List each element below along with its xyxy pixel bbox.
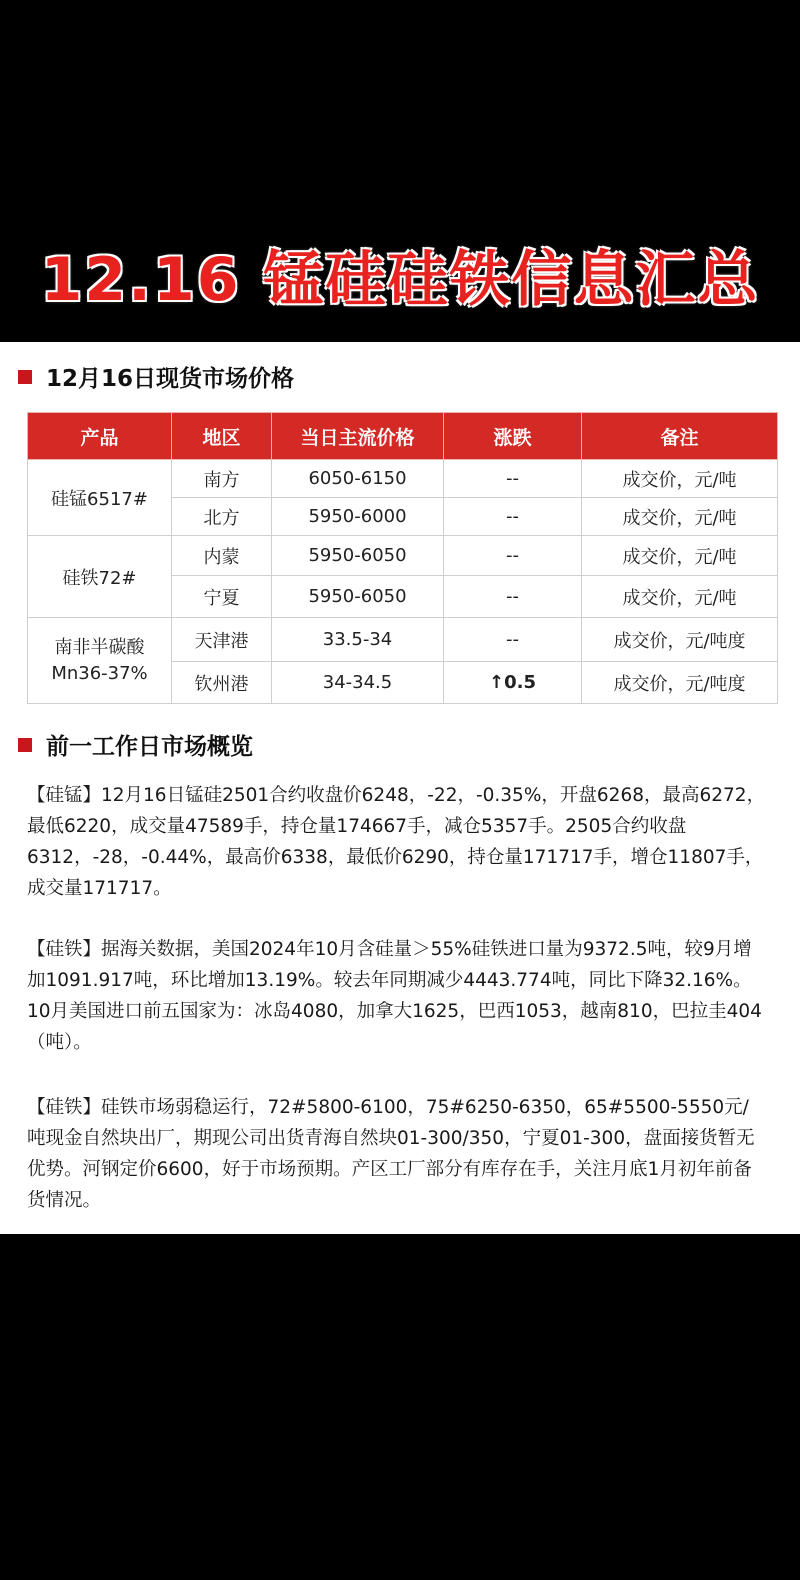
page-title: 12.16 锰硅硅铁信息汇总 bbox=[40, 245, 760, 315]
region-cell: 钦州港 bbox=[172, 662, 272, 704]
section-title: 前一工作日市场概览 bbox=[46, 734, 253, 760]
region-cell: 北方 bbox=[172, 498, 272, 536]
square-bullet-icon bbox=[18, 370, 32, 384]
note-cell: 成交价，元/吨 bbox=[582, 460, 778, 498]
price-cell: 5950-6050 bbox=[272, 536, 444, 576]
change-cell: -- bbox=[444, 498, 582, 536]
change-cell: ↑0.5 bbox=[444, 662, 582, 704]
column-header-note: 备注 bbox=[582, 413, 778, 460]
column-header-product: 产品 bbox=[28, 413, 172, 460]
price-cell: 5950-6050 bbox=[272, 576, 444, 618]
change-cell: -- bbox=[444, 536, 582, 576]
region-cell: 内蒙 bbox=[172, 536, 272, 576]
region-cell: 南方 bbox=[172, 460, 272, 498]
content-sheet bbox=[0, 342, 800, 1234]
price-table bbox=[27, 412, 778, 704]
price-cell: 6050-6150 bbox=[272, 460, 444, 498]
region-cell: 天津港 bbox=[172, 618, 272, 662]
table-header-row bbox=[28, 413, 778, 460]
square-bullet-icon bbox=[18, 738, 32, 752]
note-cell: 成交价，元/吨度 bbox=[582, 618, 778, 662]
price-cell: 5950-6000 bbox=[272, 498, 444, 536]
change-cell: -- bbox=[444, 576, 582, 618]
column-header-price: 当日主流价格 bbox=[272, 413, 444, 460]
note-cell: 成交价，元/吨 bbox=[582, 498, 778, 536]
change-cell: -- bbox=[444, 460, 582, 498]
paragraph-silicomanganese: 【硅锰】12月16日锰硅2501合约收盘价6248，-22，-0.35%，开盘6268，最高6272，最低6220，成交量47589手，持仓量174667手，减仓5357手。2505合约收盘6312，-28，-0.44%，最高价6338，最低价6290，持仓量171717手，增仓11807手，成交量171717。 bbox=[27, 785, 766, 899]
hero-banner bbox=[0, 0, 800, 342]
region-cell: 宁夏 bbox=[172, 576, 272, 618]
paragraph-ferrosilicon-market: 【硅铁】硅铁市场弱稳运行，72#5800-6100，75#6250-6350，65#5500-5550元/吨现金自然块出厂，期现公司出货青海自然块01-300/350，宁夏01-300，盘面接货暂无优势。河钢定价6600，好于市场预期。产区工厂部分有库存在手，关注月底1月初年前备货情况。 bbox=[27, 1097, 755, 1211]
section-heading-market-overview bbox=[18, 728, 253, 761]
table-row bbox=[28, 536, 778, 576]
price-cell: 33.5-34 bbox=[272, 618, 444, 662]
product-line: 南非半碳酸 bbox=[54, 636, 145, 658]
section-title: 12月16日现货市场价格 bbox=[46, 366, 295, 392]
product-cell: 硅铁72# bbox=[28, 536, 172, 618]
product-line: Mn36-37% bbox=[51, 662, 148, 684]
note-cell: 成交价，元/吨 bbox=[582, 576, 778, 618]
price-cell: 34-34.5 bbox=[272, 662, 444, 704]
change-cell: -- bbox=[444, 618, 582, 662]
column-header-region: 地区 bbox=[172, 413, 272, 460]
table-row bbox=[28, 618, 778, 662]
product-cell bbox=[28, 618, 172, 704]
table-row bbox=[28, 460, 778, 498]
note-cell: 成交价，元/吨度 bbox=[582, 662, 778, 704]
bottom-black-area bbox=[0, 1234, 800, 1580]
paragraph-ferrosilicon-import: 【硅铁】据海关数据，美国2024年10月含硅量＞55%硅铁进口量为9372.5吨，较9月增加1091.917吨，环比增加13.19%。较去年同期减少4443.774吨，同比下降32.16%。10月美国进口前五国家为：冰岛4080，加拿大1625，巴西1053，越南810，巴拉圭404（吨）。 bbox=[27, 939, 762, 1053]
column-header-change: 涨跌 bbox=[444, 413, 582, 460]
section-heading-spot-price bbox=[18, 360, 294, 393]
product-cell: 硅锰6517# bbox=[28, 460, 172, 536]
note-cell: 成交价，元/吨 bbox=[582, 536, 778, 576]
